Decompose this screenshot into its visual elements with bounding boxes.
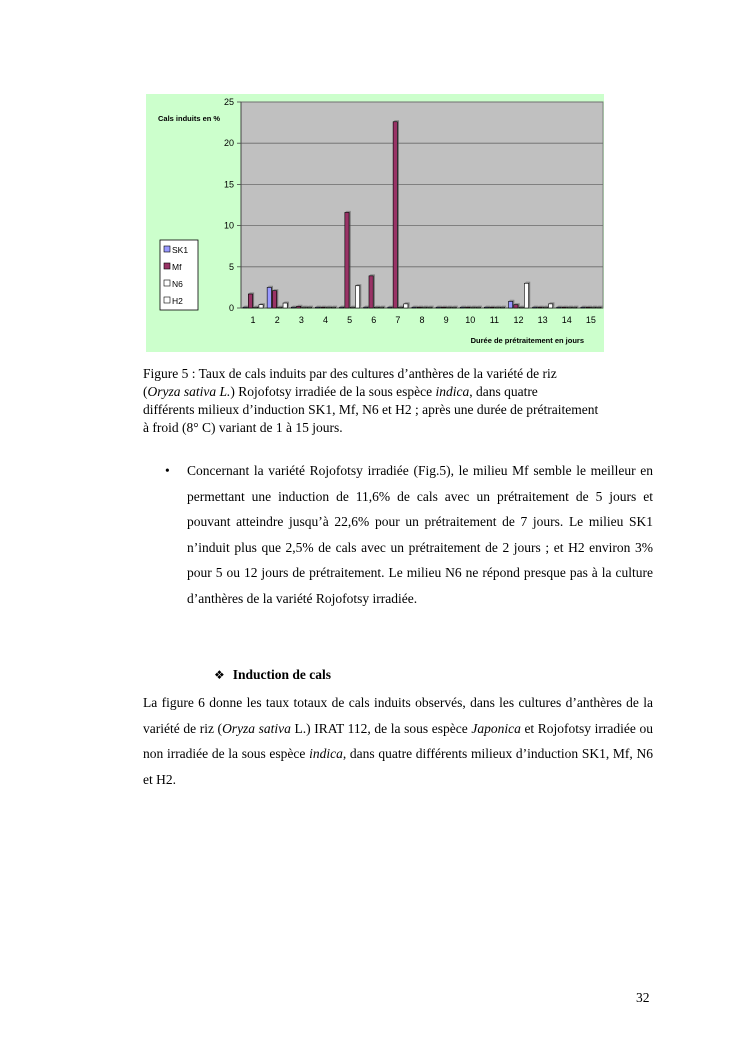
bar-n6 bbox=[350, 307, 354, 308]
legend-label-sk1: SK1 bbox=[172, 245, 189, 255]
section-heading bbox=[214, 667, 331, 683]
legend-swatch-sk1 bbox=[164, 246, 170, 252]
bullet-text: Concernant la variété Rojofotsy irradiée (Fig.5), le milieu Mf semble le meilleur en permettant une induction de 11,6% de cals avec un prétraitement de 5 jours et pouvant atteindre jusqu’à 22,6% pour un prétraitement de 7 jours. Le milieu SK1 n’induit plus que 2,5% de cals avec un prétraitement de 2 jours ; et H2 environ 3% pour 5 ou 12 jours de prétraitement. Le milieu N6 ne répond presque pas à la culture d’anthères de la variété Rojofotsy irradiée. bbox=[187, 463, 653, 606]
x-tick-label: 9 bbox=[443, 315, 449, 325]
bar-mf bbox=[490, 307, 494, 308]
bar-mf bbox=[248, 294, 252, 308]
bullet-marker: • bbox=[165, 463, 170, 478]
x-tick-label: 2 bbox=[274, 315, 280, 325]
paragraph-italic: indica bbox=[309, 746, 343, 762]
caption-line-4: à froid (8° C) variant de 1 à 15 jours. bbox=[143, 420, 343, 435]
caption-line-3: différents milieux d’induction SK1, Mf, N6 et H2 ; après une durée de prétraitement bbox=[143, 402, 599, 417]
bar-sk1 bbox=[340, 307, 344, 308]
legend-label-mf: Mf bbox=[172, 262, 182, 272]
x-tick-label: 1 bbox=[250, 315, 256, 325]
bar-n6 bbox=[447, 307, 451, 308]
figure-caption bbox=[143, 365, 658, 437]
paragraph-text: et Rojofotsy irradiée ou non irradiée de la sous espèce bbox=[143, 720, 654, 762]
legend-label-h2: H2 bbox=[172, 296, 183, 306]
x-tick-label: 5 bbox=[347, 315, 353, 325]
bar-n6 bbox=[543, 307, 547, 308]
bar-n6 bbox=[471, 307, 475, 308]
legend-swatch-n6 bbox=[164, 280, 170, 286]
bar-mf bbox=[272, 291, 276, 308]
bar-sk1 bbox=[267, 287, 271, 308]
x-tick-label: 14 bbox=[561, 315, 572, 325]
x-tick-label: 7 bbox=[395, 315, 401, 325]
bar-n6 bbox=[423, 307, 427, 308]
bar-h2 bbox=[331, 307, 335, 308]
paragraph-italic: Oryza sativa bbox=[222, 720, 291, 736]
bar-h2 bbox=[452, 307, 456, 308]
paragraph-text: , dans quatre différents milieux d’induction SK1, Mf, N6 et H2. bbox=[143, 746, 653, 787]
caption-text: , dans quatre bbox=[469, 384, 538, 399]
y-axis-title: Cals induits en % bbox=[158, 114, 221, 123]
plot-area-background bbox=[241, 102, 603, 308]
legend-swatch-mf bbox=[164, 263, 170, 269]
x-tick-label: 3 bbox=[298, 315, 304, 325]
paragraph-text: La figure 6 donne les taux totaux de cals induits observés, dans les cultures d’anthères de la variété de riz ( bbox=[143, 695, 653, 736]
bar-mf bbox=[369, 276, 373, 308]
bar-n6 bbox=[374, 307, 378, 308]
caption-text: ) Rojofotsy irradiée de la sous espèce bbox=[230, 384, 436, 399]
bar-sk1 bbox=[364, 307, 368, 308]
bar-h2 bbox=[597, 307, 601, 308]
x-tick-label: 4 bbox=[322, 315, 328, 325]
bar-h2 bbox=[573, 307, 577, 308]
bar-n6 bbox=[278, 307, 282, 308]
bar-mf bbox=[417, 307, 421, 308]
bar-sk1 bbox=[388, 307, 392, 308]
bar-mf bbox=[321, 307, 325, 308]
caption-species: Oryza sativa L. bbox=[147, 384, 231, 399]
bar-sk1 bbox=[533, 307, 537, 308]
x-tick-label: 12 bbox=[513, 315, 524, 325]
bar-mf bbox=[466, 307, 470, 308]
y-tick-label: 10 bbox=[223, 220, 234, 231]
y-tick-label: 15 bbox=[223, 179, 234, 190]
caption-line-2 bbox=[143, 383, 658, 401]
x-tick-label: 15 bbox=[585, 315, 596, 325]
paragraph-italic: Japonica bbox=[471, 720, 521, 736]
bar-n6 bbox=[495, 307, 499, 308]
caption-subspecies: indica bbox=[435, 384, 470, 399]
bar-mf bbox=[345, 212, 349, 308]
bar-sk1 bbox=[243, 307, 247, 308]
bar-mf bbox=[562, 307, 566, 308]
bar-mf bbox=[514, 305, 518, 308]
body-paragraph bbox=[143, 690, 653, 792]
caption-text: ( bbox=[143, 384, 148, 399]
y-tick-label: 0 bbox=[228, 303, 234, 313]
bar-h2 bbox=[500, 307, 504, 308]
y-tick-label: 20 bbox=[223, 138, 234, 149]
bar-mf bbox=[441, 307, 445, 308]
bar-sk1 bbox=[291, 307, 295, 308]
bar-h2 bbox=[428, 307, 432, 308]
x-tick-label: 11 bbox=[489, 315, 500, 325]
bar-n6 bbox=[254, 307, 258, 308]
bar-sk1 bbox=[436, 307, 440, 308]
page-number: 32 bbox=[636, 990, 650, 1005]
x-tick-label: 6 bbox=[371, 315, 377, 325]
bar-n6 bbox=[302, 307, 306, 308]
bar-h2 bbox=[524, 283, 528, 308]
bar-sk1 bbox=[412, 307, 416, 308]
bar-h2 bbox=[549, 304, 553, 308]
bar-sk1 bbox=[581, 307, 585, 308]
x-tick-label: 8 bbox=[419, 315, 425, 325]
bar-mf bbox=[586, 307, 590, 308]
bar-h2 bbox=[476, 307, 480, 308]
bullet-item bbox=[165, 458, 653, 612]
bar-mf bbox=[538, 307, 542, 308]
x-axis-title: Durée de prétraitement en jours bbox=[470, 336, 584, 345]
bar-sk1 bbox=[460, 307, 464, 308]
diamond-icon: ❖ bbox=[214, 668, 225, 682]
bar-h2 bbox=[283, 303, 287, 308]
bar-mf bbox=[393, 122, 397, 308]
caption-line-1: Figure 5 : Taux de cals induits par des cultures d’anthères de la variété de riz bbox=[143, 366, 557, 381]
section-title: Induction de cals bbox=[232, 667, 332, 682]
chart-svg bbox=[146, 94, 604, 352]
bar-n6 bbox=[398, 307, 402, 308]
bar-h2 bbox=[259, 305, 263, 308]
bar-mf bbox=[297, 306, 301, 308]
y-tick-label: 5 bbox=[228, 261, 234, 272]
x-tick-label: 10 bbox=[465, 315, 476, 325]
legend-swatch-h2 bbox=[164, 297, 170, 303]
bar-n6 bbox=[567, 307, 571, 308]
legend-label-n6: N6 bbox=[172, 279, 183, 289]
paragraph-text: L.) IRAT 112, de la sous espèce bbox=[290, 720, 472, 736]
bar-sk1 bbox=[508, 301, 512, 308]
bar-h2 bbox=[404, 304, 408, 308]
y-tick-label: 25 bbox=[223, 97, 234, 107]
bar-h2 bbox=[380, 307, 384, 308]
bar-n6 bbox=[326, 307, 330, 308]
bar-sk1 bbox=[484, 307, 488, 308]
bar-n6 bbox=[519, 307, 523, 308]
x-tick-label: 13 bbox=[537, 315, 548, 325]
bar-n6 bbox=[591, 307, 595, 308]
bar-h2 bbox=[307, 307, 311, 308]
bar-sk1 bbox=[315, 307, 319, 308]
bar-chart bbox=[146, 94, 604, 352]
bar-sk1 bbox=[557, 307, 561, 308]
bar-h2 bbox=[355, 286, 359, 308]
